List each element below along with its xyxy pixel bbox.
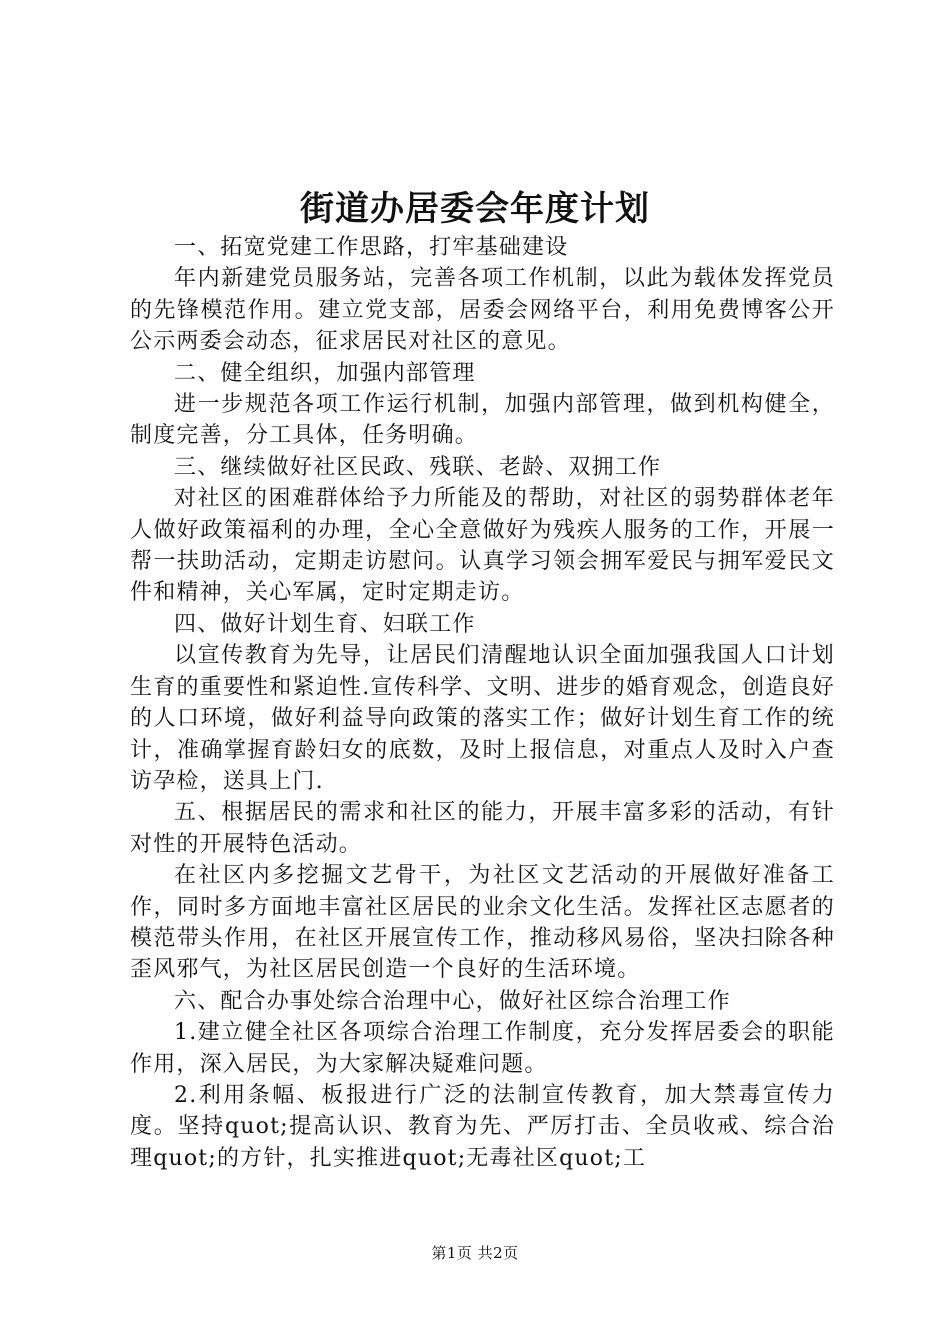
paragraph: 年内新建党员服务站，完善各项工作机制，以此为载体发挥党员的先锋模范作用。建立党支部，居委会网络平台，利用免费博客公开公示两委会动态，征求居民对社区的意见。 (130, 266, 835, 355)
section-heading-5: 五、根据居民的需求和社区的能力，开展丰富多彩的活动，有针对性的开展特色活动。 (130, 800, 835, 857)
list-item: 2.利用条幅、板报进行广泛的法制宣传教育，加大禁毒宣传力度。坚持quot;提高认识、教育为先、严厉打击、全员收戒、综合治理quot;的方针，扎实推进quot;无毒社区quot;工 (130, 1082, 835, 1171)
paragraph: 对社区的困难群体给予力所能及的帮助，对社区的弱势群体老年人做好政策福利的办理，全心全意做好为残疾人服务的工作，开展一帮一扶助活动，定期走访慰问。认真学习领会拥军爱民与拥军爱民文件和精神，关心军属，定时定期走访。 (130, 486, 835, 606)
section-heading-6: 六、配合办事处综合治理中心，做好社区综合治理工作 (174, 988, 731, 1014)
section-heading-1: 一、拓宽党建工作思路，打牢基础建设 (174, 235, 569, 260)
paragraph: 在社区内多挖掘文艺骨干，为社区文艺活动的开展做好准备工作，同时多方面地丰富社区居民的业余文化生活。发挥社区志愿者的模范带头作用，在社区开展宣传工作，推动移风易俗，坚决扫除各种歪风邪气，为社区居民创造一个良好的生活环境。 (130, 863, 835, 983)
list-item: 1.建立健全社区各项综合治理工作制度，充分发挥居委会的职能作用，深入居民，为大家解决疑难问题。 (130, 1020, 835, 1077)
section-heading-2: 二、健全组织，加强内部管理 (174, 360, 476, 386)
document-title: 街道办居委会年度计划 (300, 189, 650, 229)
document-body (130, 232, 835, 1174)
paragraph: 以宣传教育为先导，让居民们清醒地认识全面加强我国人口计划生育的重要性和紧迫性.宣传科学、文明、进步的婚育观念，创造良好的人口环境，做好利益导向政策的落实工作；做好计划生育工作的统计，准确掌握育龄妇女的底数，及时上报信息，对重点人及时入户查访孕检，送具上门. (130, 643, 835, 794)
paragraph: 进一步规范各项工作运行机制，加强内部管理，做到机构健全，制度完善，分工具体，任务明确。 (130, 392, 835, 449)
section-heading-3: 三、继续做好社区民政、残联、老龄、双拥工作 (174, 454, 662, 480)
page-footer: 第1页 共2页 (431, 1244, 519, 1262)
section-heading-4: 四、做好计划生育、妇联工作 (174, 611, 476, 637)
